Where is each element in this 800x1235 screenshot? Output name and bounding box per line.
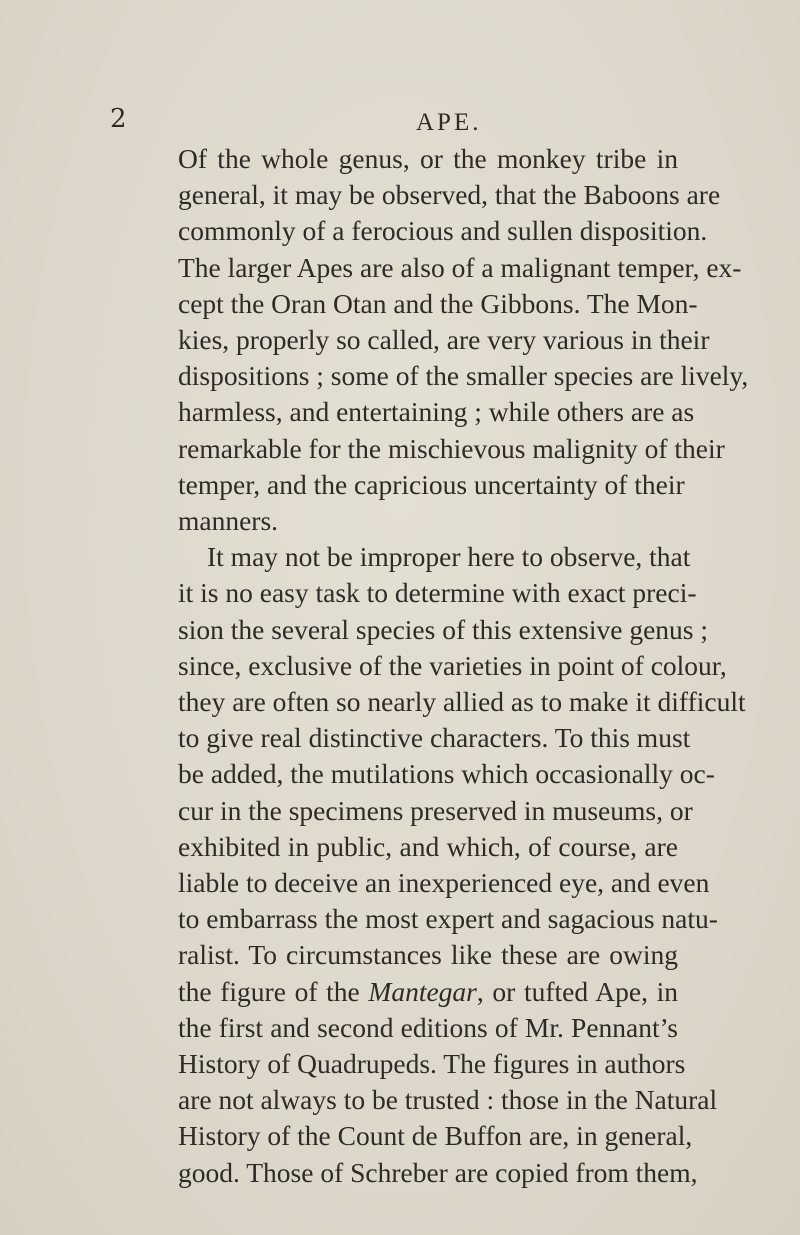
text-line: History of Quadrupeds. The figures in authors <box>178 1048 686 1079</box>
text-line: be added, the mutilations which occasionally oc- <box>178 758 715 789</box>
text-line: manners. <box>178 505 279 536</box>
text-line: harmless, and entertaining ; while others are as <box>178 396 695 427</box>
text-line: general, it may be observed, that the Baboons are <box>178 179 721 210</box>
text-line: remarkable for the mischievous malignity of their <box>178 433 725 464</box>
text-line: the first and second editions of Mr. Pennant’s <box>178 1012 678 1043</box>
text-line: ralist. To circumstances like these are owing <box>178 939 678 970</box>
text-line: commonly of a ferocious and sullen disposition. <box>178 215 708 246</box>
text-line: they are often so nearly allied as to make it difficult <box>178 686 746 717</box>
text-line: sion the several species of this extensive genus ; <box>178 614 709 645</box>
italic-species-name: Mantegar <box>368 976 477 1007</box>
text-line: to embarrass the most expert and sagacious natu- <box>178 903 718 934</box>
text-line: since, exclusive of the varieties in point of colour, <box>178 650 727 681</box>
text-line: good. Those of Schreber are copied from them, <box>178 1157 698 1188</box>
text-line: the figure of the Mantegar, or tufted Ape, in <box>178 976 678 1007</box>
page-number: 2 <box>110 104 127 134</box>
text-line: it is no easy task to determine with exact preci- <box>178 577 697 608</box>
text-line: are not always to be trusted : those in the Natural <box>178 1084 718 1115</box>
text-line: to give real distinctive characters. To this must <box>178 722 691 753</box>
text-line: liable to deceive an inexperienced eye, and even <box>178 867 710 898</box>
text-line: The larger Apes are also of a malignant temper, ex- <box>178 252 742 283</box>
running-head-title: APE. <box>416 109 482 136</box>
text-line: cept the Oran Otan and the Gibbons. The Mon- <box>178 288 698 319</box>
text-line: dispositions ; some of the smaller species are lively, <box>178 360 749 391</box>
text-line: It may not be improper here to observe, that <box>207 541 691 572</box>
text-line: temper, and the capricious uncertainty of their <box>178 469 685 500</box>
text-line: Of the whole genus, or the monkey tribe in <box>178 143 678 174</box>
text-line: exhibited in public, and which, of course, are <box>178 831 678 862</box>
text-line: kies, properly so called, are very various in their <box>178 324 710 355</box>
text-line: cur in the specimens preserved in museums, or <box>178 795 693 826</box>
text-line: History of the Count de Buffon are, in general, <box>178 1120 693 1151</box>
